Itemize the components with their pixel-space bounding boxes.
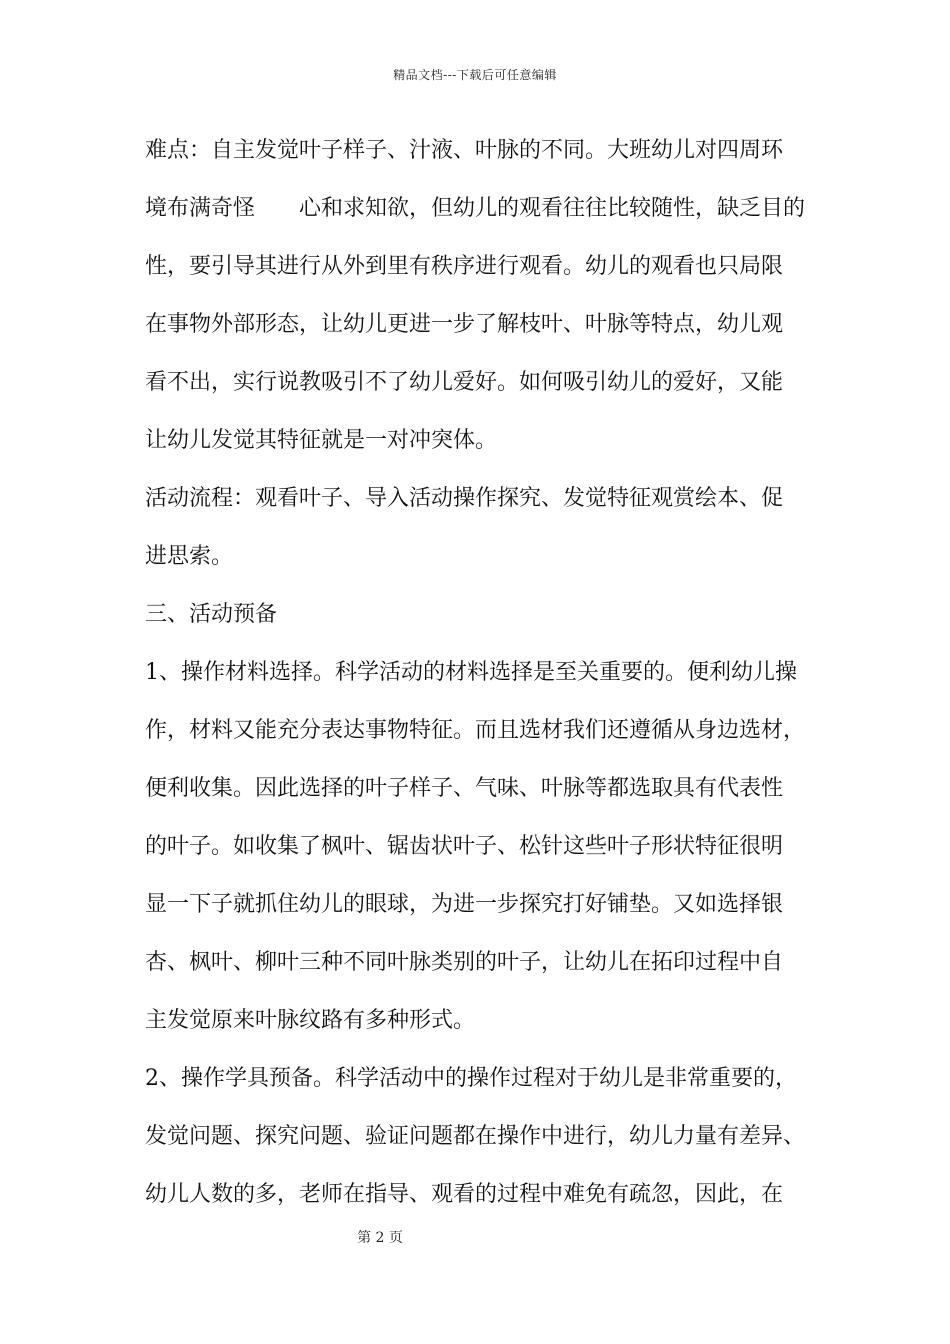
text-line: 进思索。 [145,544,234,569]
text-line: 境布满奇怪 心和求知欲，但幼儿的观看往往比较随性，缺乏目的 [145,196,806,221]
text-line: 的叶子。如收集了枫叶、锯齿状叶子、松针这些叶子形状特征很明 [145,834,784,859]
page-header: 精品文档---下载后可任意编辑 [393,68,557,82]
text-line: 在事物外部形态，让幼儿更进一步了解枝叶、叶脉等特点，幼儿观 [145,312,784,337]
body-text [145,128,815,1230]
text-line: 杏、枫叶、柳叶三种不同叶脉类别的叶子，让幼儿在拓印过程中自 [145,950,784,975]
text-line: 性，要引导其进行从外到里有秩序进行观看。幼儿的观看也只局限 [145,254,784,279]
text-line: 发觉问题、探究问题、验证问题都在操作中进行，幼儿力量有差异、 [145,1124,806,1149]
text-line: 显一下子就抓住幼儿的眼球，为进一步探究打好铺垫。又如选择银 [145,892,784,917]
text-line: 主发觉原来叶脉纹路有多种形式。 [145,1008,476,1033]
text-line: 便利收集。因此选择的叶子样子、气味、叶脉等都选取具有代表性 [145,776,784,801]
text-line: 让幼儿发觉其特征就是一对冲突体。 [145,428,498,453]
text-line: 难点：自主发觉叶子样子、汁液、叶脉的不同。大班幼儿对四周环 [145,138,784,163]
text-line: 幼儿人数的多，老师在指导、观看的过程中难免有疏忽，因此，在 [145,1182,784,1207]
text-line: 2、操作学具预备。科学活动中的操作过程对于幼儿是非常重要的， [145,1066,797,1091]
page-number: 第 2 页 [357,1230,403,1246]
text-line: 看不出，实行说教吸引不了幼儿爱好。如何吸引幼儿的爱好，又能 [145,370,784,395]
section-heading: 三、活动预备 [145,602,278,627]
text-line: 活动流程：观看叶子、导入活动操作探究、发觉特征观赏绘本、促 [145,486,784,511]
text-line: 1、操作材料选择。科学活动的材料选择是至关重要的。便利幼儿操 [145,660,797,685]
text-line: 作，材料又能充分表达事物特征。而且选材我们还遵循从身边选材， [145,718,806,743]
